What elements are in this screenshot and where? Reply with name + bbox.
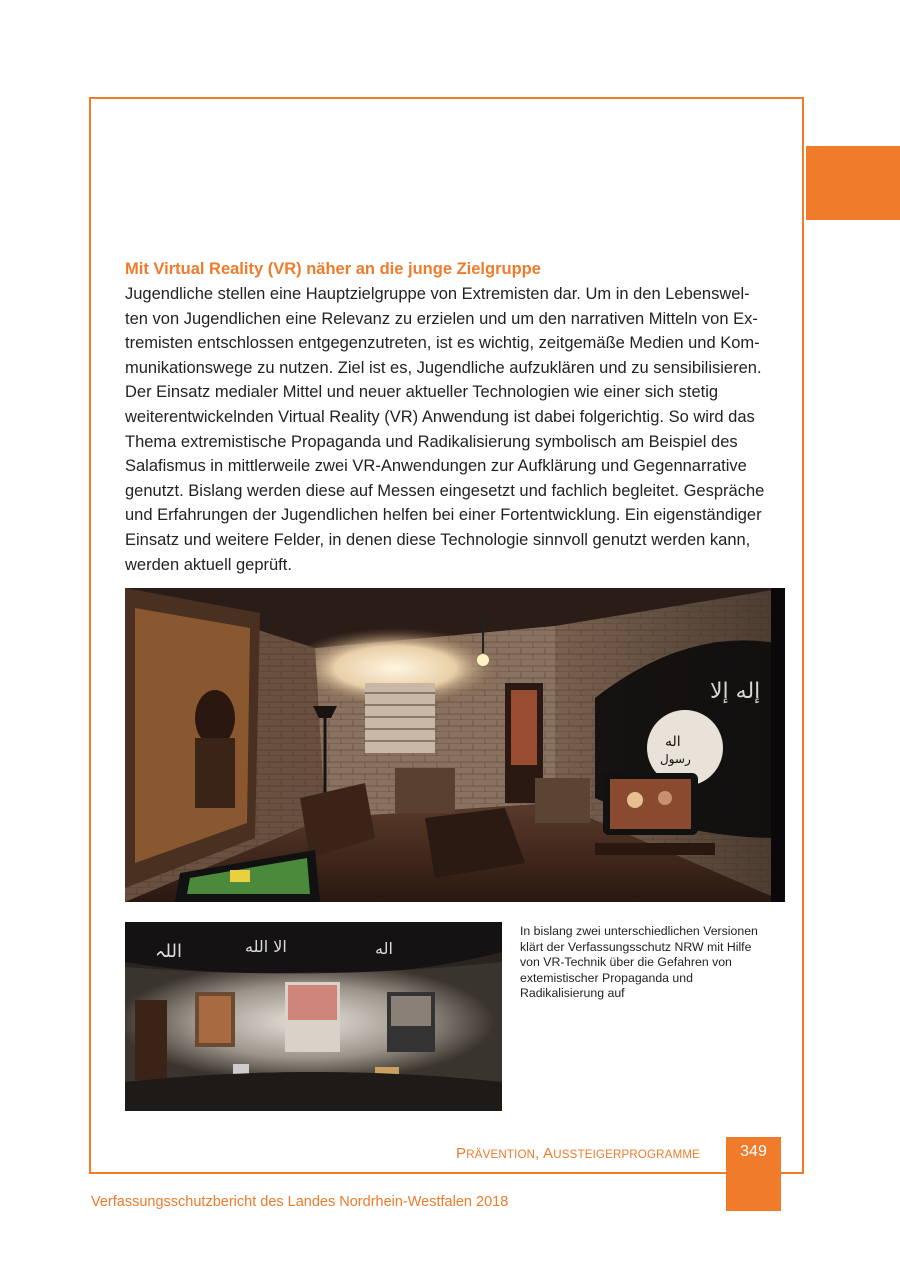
vr-panorama-photo — [125, 922, 502, 1111]
body-line: ten von Jugendlichen eine Relevanz zu erzielen und um den narrativen Mitteln von Ex- — [125, 309, 758, 328]
body-line: Einsatz und weitere Felder, in denen diese Technologie sinnvoll genutzt werden kann, — [125, 530, 751, 549]
body-line: Thema extremistische Propaganda und Radikalisierung symbolisch am Beispiel des — [125, 432, 738, 451]
svg-text:الا الله: الا الله — [245, 937, 287, 956]
body-line: munikationswege zu nutzen. Ziel ist es, Jugendliche aufzuklären und zu sensibilisieren. — [125, 358, 762, 377]
section-initial: P — [456, 1145, 467, 1162]
caption-line: Radikalisierung auf — [520, 986, 625, 1000]
running-section-title — [420, 1145, 700, 1162]
body-line: und Erfahrungen der Jugendlichen helfen bei einer Fortentwicklung. Ein eigenständiger — [125, 506, 762, 525]
caption-line: extemistischer Propaganda und — [520, 970, 693, 985]
publication-footer: Verfassungsschutzbericht des Landes Nordrhein-Westfalen 2018 — [91, 1194, 509, 1210]
image-caption — [520, 924, 782, 1002]
body-paragraph — [125, 282, 790, 577]
svg-text:اللہ: اللہ — [155, 941, 182, 962]
page-number: 349 — [740, 1143, 767, 1160]
body-line: Der Einsatz medialer Mittel und neuer aktueller Technologien wie einer sich stetig — [125, 383, 719, 402]
section-initial: A — [543, 1145, 554, 1162]
body-line: genutzt. Bislang werden diese auf Messen eingesetzt und fachlich begleitet. Gespräche — [125, 481, 765, 500]
vr-room-photo — [125, 588, 785, 902]
body-line: Jugendliche stellen eine Hauptzielgruppe von Extremisten dar. Um in den Lebenswel- — [125, 285, 750, 303]
svg-text:اله: اله — [665, 734, 681, 750]
section-heading: Mit Virtual Reality (VR) näher an die junge Zielgruppe — [125, 260, 541, 278]
section-separator: , — [535, 1145, 544, 1162]
body-line: Salafismus in mittlerweile zwei VR-Anwendungen zur Aufklärung und Gegennarrative — [125, 457, 747, 476]
caption-line: In bislang zwei unterschiedlichen Versionen — [520, 924, 758, 938]
body-line: werden aktuell geprüft. — [125, 555, 292, 574]
svg-text:رسول: رسول — [660, 752, 691, 766]
chapter-tab-marker — [806, 146, 900, 220]
body-line: tremisten entschlossen entgegenzutreten, ist es wichtig, zeitgemäße Medien und Kom- — [125, 334, 760, 353]
section-rest: USSTEIGERPROGRAMME — [553, 1149, 700, 1161]
svg-text:إله إلا: إله إلا — [710, 679, 761, 704]
caption-line: von VR-Technik über die Gefahren von — [520, 955, 732, 969]
section-rest: RÄVENTION — [466, 1149, 536, 1161]
body-line: weiterentwickelnden Virtual Reality (VR) Anwendung ist dabei folgerichtig. So wird das — [125, 407, 755, 426]
svg-text:اله: اله — [375, 939, 393, 958]
caption-line: klärt der Verfassungsschutz NRW mit Hilfe — [520, 939, 752, 954]
